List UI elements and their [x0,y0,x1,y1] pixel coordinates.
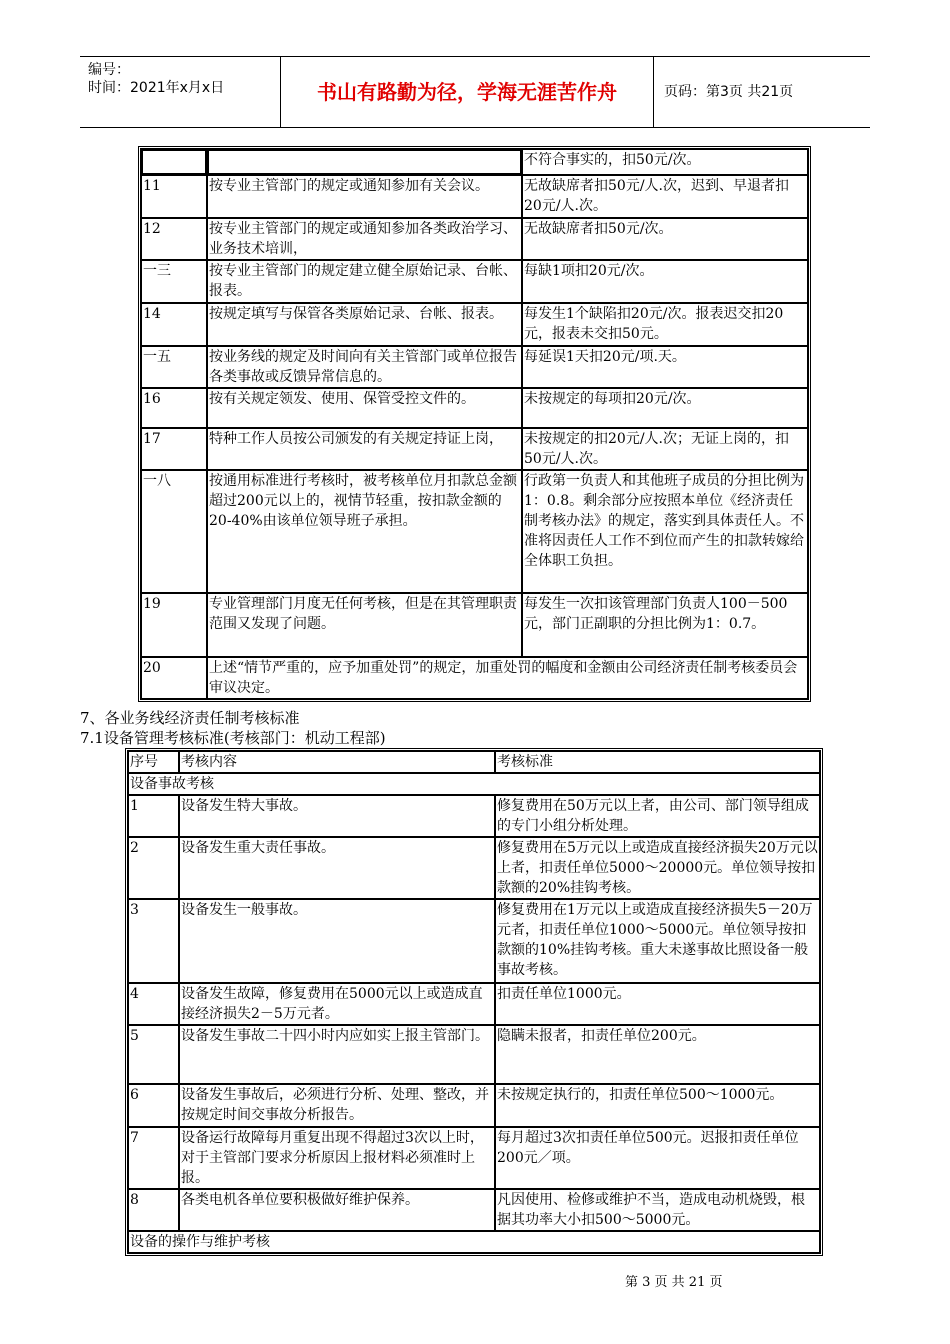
row-content: 设备发生特大事故。 [179,795,495,837]
row-standard: 每缺1项扣20元/次。 [522,260,808,303]
assessment-table-general [138,146,811,702]
header-content: 考核内容 [179,751,495,773]
row-standard: 修复费用在50万元以上者，由公司、部门领导组成的专门小组分析处理。 [495,795,820,837]
row-content: 设备发生重大责任事故。 [179,837,495,899]
page-header [80,56,870,128]
row-content: 按有关规定领发、使用、保管受控文件的。 [207,388,522,428]
row-number: 12 [141,218,207,260]
table-row [128,1127,820,1189]
row-standard: 未按规定执行的，扣责任单位500～1000元。 [495,1084,820,1127]
table-row [128,1189,820,1231]
table-row [141,388,808,428]
row-standard: 修复费用在5万元以上或造成直接经济损失20万元以上者，扣责任单位5000～20000元。单位领导按扣款额的20%挂钩考核。 [495,837,820,899]
row-standard: 每发生1个缺陷扣20元/次。报表迟交扣20元，报表未交扣50元。 [522,303,808,346]
table-row [128,795,820,837]
row-number: 3 [128,899,179,983]
row-content: 设备发生事故二十四小时内应如实上报主管部门。 [179,1025,495,1084]
table-row [141,149,808,175]
row-standard: 不符合事实的，扣50元/次。 [522,149,808,175]
row-standard: 无故缺席者扣50元/次。 [522,218,808,260]
section-title: 7、各业务线经济责任制考核标准 [80,709,300,727]
document-date: 时间：2021年x月x日 [88,80,225,96]
group-row [128,1231,820,1253]
row-standard: 行政第一负责人和其他班子成员的分担比例为1：0.8。剩余部分应按照本单位《经济责任制考核办法》的规定，落实到具体责任人。不准将因责任人工作不到位而产生的扣款转嫁给全体职工负担。 [522,470,808,593]
table-row [141,346,808,388]
group-title-accident: 设备事故考核 [128,773,820,795]
document-number: 编号： [88,62,130,78]
row-number: 6 [128,1084,179,1127]
header-number: 序号 [128,751,179,773]
row-number: 20 [141,657,207,699]
table-row [128,899,820,983]
row-number: 一五 [141,346,207,388]
row-number: 一三 [141,260,207,303]
row-content: 上述“情节严重的，应予加重处罚”的规定，加重处罚的幅度和金额由公司经济责任制考核委员会审议决定。 [207,657,808,699]
row-content: 专业管理部门月度无任何考核，但是在其管理职责范围又发现了问题。 [207,593,522,657]
row-content: 设备发生事故后，必须进行分析、处理、整改，并按规定时间交事故分析报告。 [179,1084,495,1127]
row-number: 11 [141,175,207,218]
row-standard: 修复费用在1万元以上或造成直接经济损失5－20万元者，扣责任单位1000～5000元。单位领导按扣款额的10%挂钩考核。重大未遂事故比照设备一般事故考核。 [495,899,820,983]
table-row [128,837,820,899]
row-content: 设备发生故障，修复费用在5000元以上或造成直接经济损失2－5万元者。 [179,983,495,1025]
table-header-row [128,751,820,773]
row-number: 17 [141,428,207,470]
row-number: 一八 [141,470,207,593]
row-number: 5 [128,1025,179,1084]
row-standard: 凡因使用、检修或维护不当，造成电动机烧毁，根据其功率大小扣500～5000元。 [495,1189,820,1231]
row-content: 按专业主管部门的规定或通知参加有关会议。 [207,175,522,218]
row-content: 按专业主管部门的规定建立健全原始记录、台帐、报表。 [207,260,522,303]
table-row [141,303,808,346]
row-standard: 未按规定的扣20元/人.次；无证上岗的，扣50元/人.次。 [522,428,808,470]
row-number: 4 [128,983,179,1025]
table-row [128,1084,820,1127]
subsection-title: 7.1设备管理考核标准(考核部门：机动工程部) [80,729,386,747]
table-row [141,593,808,657]
table-row [141,428,808,470]
row-content: 按业务线的规定及时间向有关主管部门或单位报告各类事故或反馈异常信息的。 [207,346,522,388]
table-row [141,657,808,699]
row-content: 特种工作人员按公司颁发的有关规定持证上岗， [207,428,522,470]
table-row [128,1025,820,1084]
row-content: 设备运行故障每月重复出现不得超过3次以上时，对于主管部门要求分析原因上报材料必须准时上报。 [179,1127,495,1189]
row-number: 19 [141,593,207,657]
row-standard: 无故缺席者扣50元/人.次，迟到、早退者扣20元/人.次。 [522,175,808,218]
row-number: 2 [128,837,179,899]
row-standard: 隐瞒未报者，扣责任单位200元。 [495,1025,820,1084]
row-content: 设备发生一般事故。 [179,899,495,983]
table-row [141,218,808,260]
row-number [141,149,207,175]
row-content: 按专业主管部门的规定或通知参加各类政治学习、业务技术培训， [207,218,522,260]
row-content [207,149,522,175]
header-page-info: 页码：第3页 共21页 [664,84,794,100]
table-row [141,470,808,593]
table-row [128,983,820,1025]
row-content: 按规定填写与保管各类原始记录、台帐、报表。 [207,303,522,346]
header-meta [80,57,281,127]
row-content: 按通用标准进行考核时，被考核单位月扣款总金额超过200元以上的，视情节轻重，按扣款金额的20-40%由该单位领导班子承担。 [207,470,522,593]
page-footer: 第 3 页 共 21 页 [625,1275,723,1290]
row-standard: 每发生一次扣该管理部门负责人100－500元，部门正副职的分担比例为1：0.7。 [522,593,808,657]
row-number: 1 [128,795,179,837]
table-row [141,175,808,218]
table-row [141,260,808,303]
row-number: 7 [128,1127,179,1189]
row-standard: 每延误1天扣20元/项.天。 [522,346,808,388]
row-number: 8 [128,1189,179,1231]
row-number: 16 [141,388,207,428]
row-number: 14 [141,303,207,346]
row-standard: 每月超过3次扣责任单位500元。迟报扣责任单位200元／项。 [495,1127,820,1189]
row-standard: 未按规定的每项扣20元/次。 [522,388,808,428]
header-standard: 考核标准 [495,751,820,773]
group-title-operation: 设备的操作与维护考核 [128,1231,820,1253]
row-standard: 扣责任单位1000元。 [495,983,820,1025]
equipment-assessment-table [125,748,823,1256]
group-row [128,773,820,795]
row-content: 各类电机各单位要积极做好维护保养。 [179,1189,495,1231]
header-motto: 书山有路勤为径，学海无涯苦作舟 [281,57,654,127]
